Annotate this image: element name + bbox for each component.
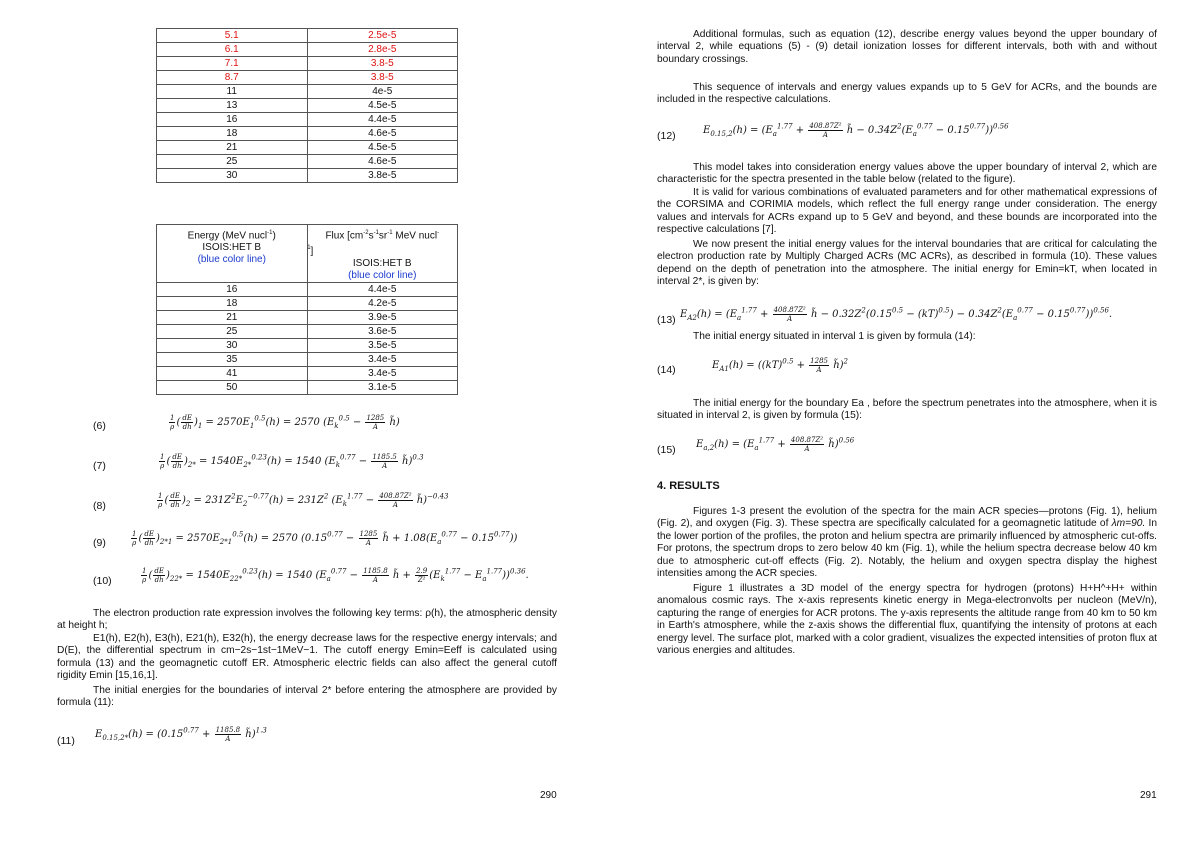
right-paragraph-7: The initial energy for the boundary Ea , before the spectrum penetrates into the atmosphere, when it is situated in interval 2, is given by formula (15): [657, 398, 1157, 422]
left-paragraph-1: The electron production rate expression involves the following key terms: ρ(h), the atmospheric density at height h; [57, 608, 557, 632]
energy-cell: 18 [157, 127, 308, 141]
table-row [157, 296, 458, 310]
table-row [157, 352, 458, 366]
equation-12: $E_{0.15,2}(h) = (E_a^{1.77}$ + $\frac{\text{408.87Z²}}{A}$ h̃ − $0.34Z^2(E_a^{0.77} - 0.15^{0.77}))^{0.56}$ [703, 122, 1009, 139]
table-row [157, 282, 458, 296]
table-header-row [157, 225, 458, 283]
energy-cell: 25 [157, 324, 308, 338]
equation-8: $\frac{1}{\rho}$ ( $\frac{dE}{dh}$ )$_2 = 231Z^2E_2^{-0.77}(h) = 231Z^2$ ($E_k^{1.77}$ − $\frac{\text{408.87Z²}}{A}$ h̃)$^{-0.43}$ [158, 492, 449, 509]
energy-cell: 7.1 [157, 57, 308, 71]
flux-cell: 4.6e-5 [307, 127, 458, 141]
right-paragraph-9: Figure 1 illustrates a 3D model of the energy spectra for hydrogen (protons) H+H^+H+ within anomalous cosmic rays. The x-axis represents kinetic energy in Mega-electronvolts per nucleon (MeV/n), capturing the range of energies for ACR protons. The y-axis represents the altitude range from 40 km to 50 km in Earth's atmosphere, while the z-axis shows the differential flux, quantifying the intensity of protons at each energy level. The surface plot, marked with a color gradient, visualizes the expected intensities of proton flux at various energies and altitudes. [657, 583, 1157, 657]
eq-11-number: (11) [57, 735, 75, 747]
table-row [157, 338, 458, 352]
eq-7-number: (7) [93, 460, 106, 472]
table-row [157, 99, 458, 113]
energy-cell: 16 [157, 113, 308, 127]
equation-6: $\frac{1}{\rho}$ ( $\frac{dE}{dh}$ )$_1 = 2570E_1^{0.5}(h) = 2570$ ($E_k^{0.5}$ − $\frac{1285}{A}$ h̃) [170, 414, 400, 431]
energy-cell: 6.1 [157, 43, 308, 57]
energy-flux-table-2 [156, 224, 458, 395]
energy-cell: 16 [157, 282, 308, 296]
table-row [157, 29, 458, 43]
equation-7: $\frac{1}{\rho}$ ( $\frac{dE}{dh}$ )$_{2*} = 1540E_{2*}^{0.23}(h) = 1540$ ($E_k^{0.77}$ − $\frac{1185.5}{A}$ h̃)$^{0.3}$ [160, 453, 424, 470]
energy-cell: 13 [157, 99, 308, 113]
eq-14-number: (14) [657, 364, 676, 376]
eq-9-number: (9) [93, 537, 106, 549]
flux-cell: 4.5e-5 [307, 99, 458, 113]
eq-10-number: (10) [93, 575, 112, 587]
eq-15-number: (15) [657, 444, 676, 456]
energy-cell: 30 [157, 338, 308, 352]
section-heading-results: 4. RESULTS [657, 480, 720, 492]
flux-cell: 3.1e-5 [307, 380, 458, 394]
equation-13: $E_{A2}(h) = (E_a^{1.77}$ + $\frac{\text{408.87Z²}}{A}$ h̃ − $0.32Z^2(0.15^{0.5} - (kT)^{0.5}) - 0.34Z^2(E_a^{0.77} - 0.15^{0.77}))^{0.56}$. [680, 306, 1113, 323]
energy-cell: 50 [157, 380, 308, 394]
flux-header: Flux [$cm^{-2}s^{-1}sr^{-1}$ MeV nucl- $^1$] ISOIS:HET B (blue color line) [307, 225, 458, 283]
equation-9: $\frac{1}{\rho}$ ( $\frac{dE}{dh}$ )$_{2*1} = 2570E_{2*1}^{0.5}(h) = 2570$ ($0.15^{0.77}$ − $\frac{1285}{A}$ h̃ + $1.08(E_a^{0.77} - 0.15^{0.77})$) [132, 530, 518, 547]
flux-cell: 3.5e-5 [307, 338, 458, 352]
right-paragraph-5: We now present the initial energy values for the interval boundaries that are critical for calculating the electron production rate by Multiply Charged ACRs (MC ACRs), as described in formula (10). These values depend on the depth of penetration into the atmosphere. The initial energy for Emin=kT, when located in interval 2*, is given by: [657, 239, 1157, 288]
eq-13-number: (13) [657, 314, 676, 326]
energy-cell: 5.1 [157, 29, 308, 43]
table-row [157, 380, 458, 394]
flux-cell: 3.6e-5 [307, 324, 458, 338]
flux-cell: 2.5e-5 [307, 29, 458, 43]
page-number-right: 291 [1140, 790, 1157, 801]
table-row [157, 324, 458, 338]
table-row [157, 310, 458, 324]
table-row [157, 43, 458, 57]
table-row [157, 57, 458, 71]
eq-12-number: (12) [657, 130, 676, 142]
energy-header: Energy (MeV nucl$^{-1}$) ISOIS:HET B (blue color line) [157, 225, 308, 283]
equation-10: $\frac{1}{\rho}$ ( $\frac{dE}{dh}$ )$_{22*} = 1540E_{22*}^{0.23}(h) = 1540$ ($E_a^{0.77}$ − $\frac{1185.8}{A}$ h̃ + $\frac{2.9}{\text{Z²}}$ $(E_k^{1.77} - E_a^{1.77}))^{0.36}$. [142, 567, 529, 584]
energy-cell: 21 [157, 141, 308, 155]
table-row [157, 169, 458, 183]
flux-cell: 3.4e-5 [307, 352, 458, 366]
flux-cell: 4.4e-5 [307, 282, 458, 296]
flux-cell: 4.6e-5 [307, 155, 458, 169]
flux-cell: 2.8e-5 [307, 43, 458, 57]
energy-cell: 25 [157, 155, 308, 169]
flux-cell: 3.4e-5 [307, 366, 458, 380]
left-paragraph-2: E1(h), E2(h), E3(h), E21(h), E32(h), the energy decrease laws for the respective energy intervals; and D(E), the differential spectrum in cm−2s−1st−1MeV−1. The cutoff energy Emin=Eeff is calculated using formula (13) and the geomagnetic cutoff ER. Atmospheric electric fields can also affect the general cutoff rigidity Emin [15,16,1]. [57, 633, 557, 682]
energy-cell: 8.7 [157, 71, 308, 85]
right-paragraph-8: Figures 1-3 present the evolution of the spectra for the main ACR species—protons (Fig. 1), helium (Fig. 2), and oxygen (Fig. 3). These spectra are specifically calculated for a geomagnetic latitude of λm=90. In the lower portion of the profiles, the proton and helium spectra are primarily influenced by atmospheric cut-offs. For protons, the spectrum drops to zero below 40 km (Fig. 1), while the helium spectra decrease below 40 km due to atmospheric cut-off effects (Fig. 2). Notably, the helium and oxygen spectra display the highest intensities among the ACR species. [657, 506, 1158, 580]
table-row [157, 113, 458, 127]
table-row [157, 155, 458, 169]
table-row [157, 141, 458, 155]
right-paragraph-6: The initial energy situated in interval 1 is given by formula (14): [693, 331, 976, 342]
flux-cell: 4e-5 [307, 85, 458, 99]
table-row [157, 85, 458, 99]
flux-cell: 4.2e-5 [307, 296, 458, 310]
right-paragraph-1: Additional formulas, such as equation (12), describe energy values beyond the upper boundary of interval 2, while equations (5) - (9) detail ionization losses for different intervals, both with and without boundary crossings. [657, 29, 1157, 65]
right-paragraph-3: This model takes into consideration energy values above the upper boundary of interval 2, which are characteristic for the spectra presented in the table below (related to the figure). [657, 162, 1157, 186]
eq-8-number: (8) [93, 500, 106, 512]
flux-cell: 4.5e-5 [307, 141, 458, 155]
energy-cell: 41 [157, 366, 308, 380]
eq-6-number: (6) [93, 420, 106, 432]
right-paragraph-4: It is valid for various combinations of evaluated parameters and for other mathematical expressions of the CORSIMA and CORIMIA models, which reflect the full energy range under consideration. The energy values and intervals for ACRs expand up to 5 GeV and beyond, and these bounds are incorporated into the respective calculations [7]. [657, 187, 1157, 236]
energy-cell: 11 [157, 85, 308, 99]
flux-cell: 3.9e-5 [307, 310, 458, 324]
energy-flux-table-1 [156, 28, 458, 183]
energy-cell: 18 [157, 296, 308, 310]
left-paragraph-3: The initial energies for the boundaries of interval 2* before entering the atmosphere are provided by formula (11): [57, 685, 557, 709]
flux-cell: 4.4e-5 [307, 113, 458, 127]
table-row [157, 366, 458, 380]
energy-cell: 21 [157, 310, 308, 324]
equation-14: $E_{A1}(h) = ((kT)^{0.5}$ + $\frac{1285}{A}$ h̃)$^2$ [712, 357, 849, 374]
energy-cell: 30 [157, 169, 308, 183]
right-paragraph-2: This sequence of intervals and energy values expands up to 5 GeV for ACRs, and the bounds are included in the respective calculations. [657, 82, 1157, 106]
energy-cell: 35 [157, 352, 308, 366]
table-row [157, 71, 458, 85]
table-row [157, 127, 458, 141]
flux-cell: 3.8-5 [307, 57, 458, 71]
equation-15: $E_{a,2}(h) = (E_a^{1.77}$ + $\frac{\text{408.87Z²}}{A}$ h̃)$^{0.56}$ [696, 436, 855, 453]
flux-cell: 3.8e-5 [307, 169, 458, 183]
equation-11: $E_{0.15,2*}(h) = (0.15^{0.77}$ + $\frac{1185.8}{A}$ h̃)$^{1.3}$ [95, 726, 267, 743]
flux-cell: 3.8-5 [307, 71, 458, 85]
page-number-left: 290 [540, 790, 557, 801]
